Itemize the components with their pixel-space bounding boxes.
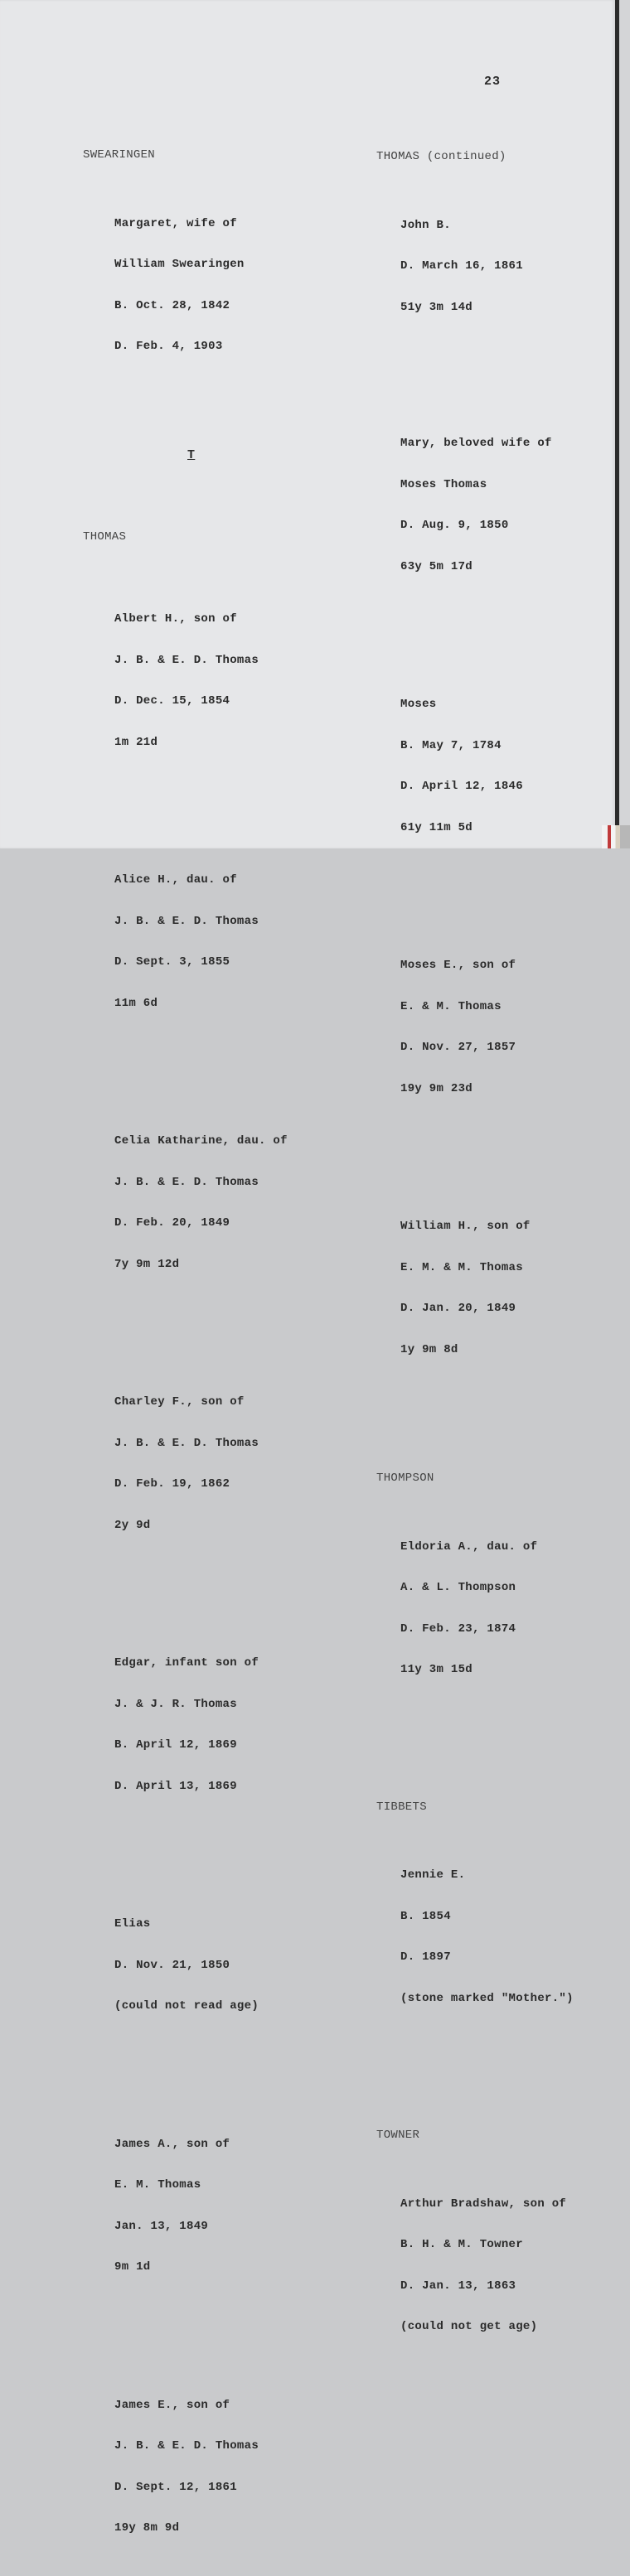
- entry-line: Celia Katharine, dau. of: [114, 1134, 288, 1148]
- entry-line: E. & M. Thomas: [400, 999, 502, 1013]
- surname-heading: THOMAS (continued): [376, 150, 506, 163]
- page-number: 23: [484, 75, 502, 89]
- surname-heading: THOMAS: [83, 530, 127, 544]
- entry-line: James E., son of: [114, 2398, 230, 2412]
- burial-entry: [114, 1107, 348, 1298]
- entry-line: Albert H., son of: [114, 612, 237, 626]
- entry-line: William H., son of: [400, 1220, 531, 1233]
- burial-entry: [400, 1192, 608, 1384]
- entry-line: D. April 13, 1869: [114, 1779, 237, 1793]
- entry-line: B. H. & M. Towner: [400, 2238, 523, 2251]
- entry-line: Alice H., dau. of: [114, 873, 237, 887]
- burial-entry: [114, 2371, 348, 2563]
- entry-line: Margaret, wife of: [114, 216, 237, 230]
- entry-line: 1y 9m 8d: [400, 1342, 458, 1356]
- entry-line: 11y 3m 15d: [400, 1663, 473, 1676]
- burial-entry: [114, 1890, 348, 2041]
- entry-line: D. Aug. 9, 1850: [400, 519, 509, 532]
- entry-line: D. Sept. 3, 1855: [114, 955, 230, 969]
- entry-line: 2y 9d: [114, 1518, 151, 1532]
- entry-line: Moses Thomas: [400, 477, 487, 491]
- entry-line: (stone marked "Mother."): [400, 1991, 574, 2005]
- entry-line: B. May 7, 1784: [400, 738, 502, 752]
- entry-line: Moses E., son of: [400, 959, 516, 972]
- entry-line: Jennie E.: [400, 1868, 466, 1882]
- entry-line: Mary, beloved wife of: [400, 437, 552, 450]
- entry-line: 7y 9m 12d: [114, 1257, 180, 1271]
- burial-entry: [400, 191, 608, 342]
- entry-line: James A., son of: [114, 2137, 230, 2151]
- entry-line: B. 1854: [400, 1909, 451, 1923]
- entry-line: 11m 6d: [114, 996, 158, 1010]
- entry-line: B. Oct. 28, 1842: [114, 298, 230, 312]
- burial-entry: [114, 846, 348, 1037]
- entry-line: 19y 8m 9d: [114, 2521, 180, 2535]
- surname-heading: SWEARINGEN: [83, 148, 156, 162]
- section-letter: T: [187, 447, 196, 462]
- entry-line: 51y 3m 14d: [400, 300, 473, 314]
- entry-line: J. & J. R. Thomas: [114, 1697, 237, 1711]
- entry-line: 61y 11m 5d: [400, 820, 473, 834]
- entry-line: D. Feb. 23, 1874: [400, 1621, 516, 1636]
- burial-entry: [400, 1841, 608, 2032]
- left-column: [83, 121, 348, 2576]
- surname-heading: THOMPSON: [376, 1472, 434, 1485]
- entry-line: D. Feb. 19, 1862: [114, 1477, 230, 1491]
- entry-line: John B.: [400, 218, 451, 232]
- entry-line: J. B. & E. D. Thomas: [114, 653, 259, 667]
- burial-entry: [400, 2170, 608, 2361]
- entry-line: Elias: [114, 1917, 151, 1931]
- entry-line: 9m 1d: [114, 2260, 151, 2274]
- entry-line: D. 1897: [400, 1950, 451, 1964]
- entry-line: William Swearingen: [114, 258, 245, 271]
- entry-line: D. March 16, 1861: [400, 259, 523, 273]
- burial-entry: [114, 2110, 348, 2302]
- burial-entry: [114, 1368, 348, 1559]
- entry-line: Edgar, infant son of: [114, 1656, 259, 1670]
- entry-line: D. Jan. 13, 1863: [400, 2279, 516, 2293]
- burial-entry: [400, 1513, 608, 1704]
- burial-entry: [400, 931, 608, 1123]
- surname-heading: TIBBETS: [376, 1800, 427, 1814]
- entry-line: J. B. & E. D. Thomas: [114, 2439, 259, 2453]
- next-page-edge: [619, 0, 630, 848]
- entry-line: Charley F., son of: [114, 1395, 245, 1409]
- entry-line: D. April 12, 1846: [400, 780, 523, 793]
- entry-line: 1m 21d: [114, 735, 158, 749]
- entry-line: D. Feb. 20, 1849: [114, 1216, 230, 1230]
- entry-line: J. B. & E. D. Thomas: [114, 1175, 259, 1189]
- entry-line: E. M. Thomas: [114, 2178, 201, 2192]
- surname-heading: TOWNER: [376, 2129, 420, 2142]
- entry-line: D. Feb. 4, 1903: [114, 340, 223, 353]
- burial-entry: [114, 1629, 348, 1820]
- burial-entry: [400, 409, 608, 601]
- entry-line: Eldoria A., dau. of: [400, 1539, 538, 1554]
- entry-line: (could not get age): [400, 2320, 538, 2333]
- burial-entry: [114, 585, 348, 776]
- entry-line: D. Nov. 21, 1850: [114, 1958, 230, 1972]
- entry-line: J. B. & E. D. Thomas: [114, 1436, 259, 1450]
- entry-line: (could not read age): [114, 1999, 259, 2013]
- entry-line: A. & L. Thompson: [400, 1581, 516, 1594]
- entry-line: Moses: [400, 698, 437, 711]
- entry-line: D. Nov. 27, 1857: [400, 1041, 516, 1054]
- entry-line: D. Dec. 15, 1854: [114, 694, 230, 708]
- right-column: [376, 123, 608, 2375]
- burial-entry: [114, 190, 348, 381]
- entry-line: D. Jan. 20, 1849: [400, 1302, 516, 1315]
- entry-line: B. April 12, 1869: [114, 1738, 237, 1752]
- entry-line: D. Sept. 12, 1861: [114, 2480, 237, 2494]
- entry-line: J. B. & E. D. Thomas: [114, 914, 259, 928]
- entry-line: Jan. 13, 1849: [114, 2219, 209, 2233]
- entry-line: E. M. & M. Thomas: [400, 1260, 523, 1274]
- entry-line: Arthur Bradshaw, son of: [400, 2197, 567, 2211]
- entry-line: 19y 9m 23d: [400, 1081, 473, 1095]
- burial-entry: [400, 670, 608, 862]
- entry-line: 63y 5m 17d: [400, 559, 473, 573]
